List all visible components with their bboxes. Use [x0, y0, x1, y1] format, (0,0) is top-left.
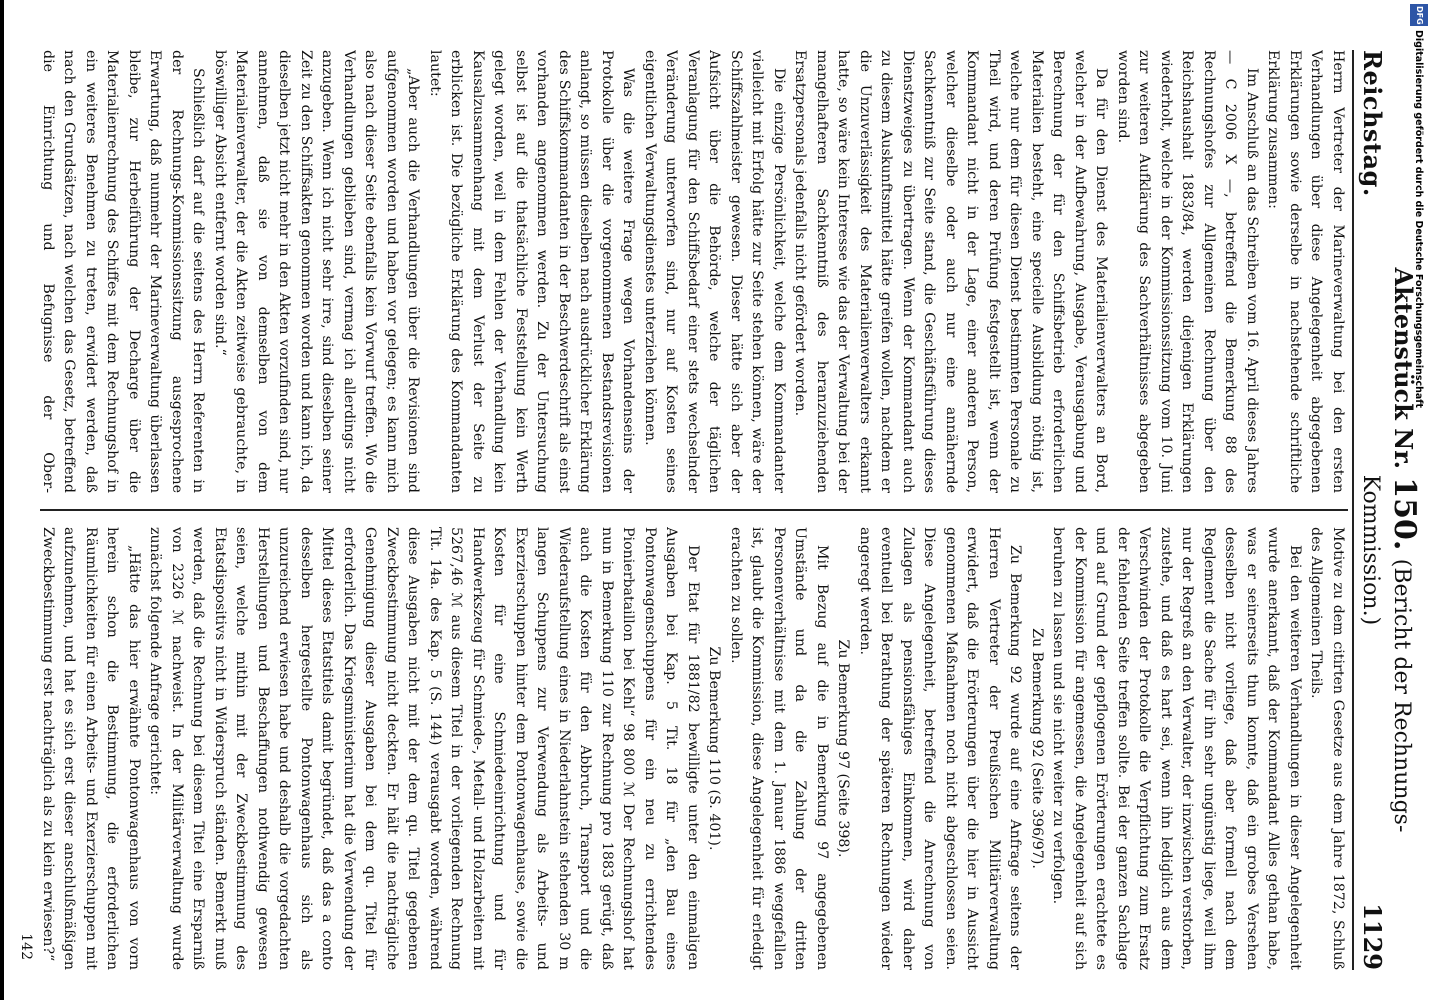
- credit-text: Digitalisierung gefördert durch die Deutsche Forschungsgemeinschaft: [1413, 30, 1424, 408]
- paragraph: Im Anschluß an das Schreiben vom 16. April dieses Jahres — C 2006 X —, betreffend die Bemerkung 88 des Rechnungshofes zur Allgemeinen Rechnung über den Reichshaushalt 1883/84, werden diejenigen Erklärungen wiederholt, welche in der Kommissionssitzung vom 10. Juni zur weiteren Aufklärung des Sachverhältnisses abgegeben worden sind.: [1115, 50, 1260, 493]
- page-number: 1129: [1358, 903, 1387, 970]
- left-column: [40, 50, 1348, 493]
- header-middle: Aktenstück Nr.: [1389, 267, 1418, 469]
- header-number: 150.: [1387, 477, 1422, 551]
- paragraph: Was die weitere Frage wegen Vorhandenseins der Protokolle über die vorgenommenen Bestandsrevisionen anlangt, so müssen dieselben nach ausdrücklicher Erklärung des Schiffskommandanten in der Beschwerdeschrift als einst vorhanden angenommen werden. Zu der Untersuchung selbst ist auf die thatsächliche Feststellung kein Werth gelegt worden, weil in dem Fehlen der Verhandlung kein Kausalzusammenhang mit dem Verlust der Seite zu erblicken ist. Die bezügliche Erklärung des Kommandanten lautet:: [427, 50, 637, 493]
- paragraph: Mit Bezug auf die in Bemerkung 97 angegebenen Umstände und da die Zahlung der dritten Personenverhältnisse mit dem 1. Januar 1886 weggefallen ist, glaubt die Kommission, diese Angelegenheit für erledigt erachten zu sollen.: [728, 527, 830, 970]
- section-heading: Zu Bemerkung 97 (Seite 398).: [835, 639, 852, 858]
- columns: [40, 50, 1348, 970]
- right-column: [40, 527, 1348, 970]
- paragraph: Motive zu dem citirten Gesetze aus dem Jahre 1872, Schluß des Allgemeinen Theils.: [1308, 527, 1346, 970]
- column-divider: [40, 509, 1348, 511]
- paragraph: Der Etat für 1881/82 bewilligte unter den einmaligen Ausgaben bei Kap. 5 Tit. 18 für „den Bau eines Pontonwagenschuppens für ein neu zu errichtendes Pionierbataillon bei Kehl“ 98 800 ℳ Der Rechnungshof hat nun in Bemerkung 110 zur Rechnung pro 1883 gerügt, daß auch die Kosten für den Abbruch, Transport und die Wiederaufstellung eines in Niederlahnstein stehenden 30 m langen Schuppens zur Verwendung als Arbeits- und Exerzierschuppen hinter dem Pontonwagenhause, sowie die Kosten für eine Schmiedeeinrichtung und für Handwerkszeug für Schmiede-, Metall- und Holzarbeiten mit 5267,46 ℳ aus diesem Titel in der vorliegenden Rechnung Tit. 14a. des Kap. 5 (S. 144) verausgabt worden, während diese Ausgaben nicht mit der dem qu. Titel gegebenen Zweckbestimmung nicht deckten. Er hält die nachträgliche Genehmigung dieser Ausgaben bei dem qu. Titel für erforderlich. Das Kriegsministerium hat die Verwendung der Mittel dieses Etatstitels damit begründet, daß das a conto desselben hergestellte Pontonwagenhaus sich als unzureichend erwiesen habe und deshalb die vorgedachten Herstellungen und Beschaffungen nothwendig gewesen seien, welche mithin mit der Zweckbestimmung des Etatsdispositivs nicht in Widerspruch ständen. Bemerkt muß werden, daß die Rechnung bei diesem Titel eine Ersparniß von 2326 ℳ nachweist. In der Militärverwaltung wurde zunächst folgende Anfrage gerichtet:: [147, 527, 701, 970]
- header-left: Reichstag.: [1358, 50, 1387, 197]
- paragraph: Schließlich darf auf die seitens des Herrn Referenten in der Rechnungs-Kommissionssitzung ausgesprochene Erwartung, daß nunmehr der Marineverwaltung überlassen bleibe, zur Herbeiführung der Decharge über die Materialienrechnung des Schiffes mit dem Rechnungshof in ein weiteres Benehmen zu treten, erwidert werden, daß nach den Grundsätzen, nach welchen das Gesetz, betreffend die Einrichtung und Befugnisse der Ober-: [40, 50, 207, 493]
- section-heading: Zu Bemerkung 110 (S. 401).: [706, 646, 723, 851]
- section-heading: Zu Bemerkung 92 (Seite 396/97).: [1029, 628, 1045, 869]
- paragraph: Zu Bemerkung 92 wurde auf eine Anfrage seitens der Herren Vertreter der Preußischen Militärverwaltung erwidert, daß die Erörterungen über die hier in Aussicht genommenen Maßnahmen noch nicht abgeschlossen seien. Diese Angelegenheit, betreffend die Anrechnung von Zulagen als pensionsfähiges Einkommen, wird daher eventuell bei Berathung der späteren Rechnungen wieder angeregt werden.: [857, 527, 1024, 970]
- paragraph: „Aber auch die Verhandlungen über die Revisionen sind aufgenommen worden und haben vor gelegen; es kann mich also nach dieser Seite ebenfalls kein Vorwurf treffen. Wo die Verhandlungen geblieben sind, vermag ich allerdings nicht anzugeben. Wenn ich nicht sehr irre, sind dieselben seiner Zeit zu den Schiffsakten genommen worden und kann ich, da dieselben jetzt nicht mehr in den Akten vorzufinden sind, nur annehmen, daß sie von demselben von dem Materialienverwalter, der die Akten zeitweise gebrauchte, in böswilliger Absicht entfernt worden sind.“: [212, 50, 422, 493]
- dfg-logo: DFG: [1410, 4, 1428, 26]
- header-subtitle: (Bericht der Rechnungs-Kommission.): [1358, 474, 1414, 833]
- signature-mark: 142: [18, 933, 34, 960]
- digitization-credit: [1408, 30, 1428, 910]
- paragraph: Herrn Vertreter der Marineverwaltung bei den ersten Verhandlungen über diese Angelegenheit abgegebenen Erklärungen sowie derselbe in nachstehende schriftliche Erklärung zusammen:: [1265, 50, 1346, 493]
- paragraph: Die einzige Persönlichkeit, welche dem Kommandanter vielleicht mit Erfolg hätte zur Seite stehen können, wäre der Schiffszahlmeister gewesen. Dieser hätte sich aber der Aufsicht über die Behörde, welche der täglichen Veranlagung für den Schiffsbedarf einer stets wechselnder Veränderung unterworfen sind, nur auf Kosten seines eigentlichen Verwaltungsdienstes unterziehen können.: [642, 50, 787, 493]
- paragraph: Da für den Dienst des Materialienverwalters an Bord, welcher in der Aufbewahrung, Ausgabe, Verausgabung und Berechnung der für den Schiffsbetrieb erforderlichen Materialien besteht, eine specielle Ausbildung nöthig ist, welche nur dem für diesen Dienst bestimmten Personale zu Theil wird, und deren Prüfung festgestellt ist, wenn der Kommandant nicht in der Lage, einer anderen Person, welcher dieselbe oder auch nur eine annähernde Sachkenntniß zur Seite stand, die Geschäftsführung dieses Dienstzweiges zu übertragen. Wenn der Kommandant auch zu diesem Auskunftsmittel hätte greifen wollen, nachdem er die Unzuverlässigkeit des Materialienverwalters erkannt hatte, so wäre kein Interesse wie das der Verwaltung bei der mangelhafteren Sachkenntniß des heranzuziehenden Ersatzpersonals jedenfalls nicht gefördert worden.: [792, 50, 1110, 493]
- paragraph: Bei den weiteren Verhandlungen in dieser Angelegenheit wurde anerkannt, daß der Kommandant Alles gethan habe, was er seinerseits thun konnte, daß ein grobes Versehen desselben nicht vorliege, daß aber formell nach dem Reglement die Sache für ihn sehr ungünstig liege, weil ihm nur der Regreß an den Verwalter, der inzwischen verstorben, zustehe, und daß es hart sei, wenn ihn lediglich aus dem Verschwinden der Protokolle die Verpflichtung zum Ersatz der fehlenden Seite treffen sollte. Bei der ganzen Sachlage und auf Grund der gepflogenen Erörterungen erachtete es der Kommission für angemessen, die Angelegenheit auf sich beruhen zu lassen und sie nicht weiter zu verfolgen.: [1050, 527, 1303, 970]
- quote-paragraph: „Hätte das hier erwähnte Pontonwagenhaus von vorn herein schon die Bestimmung, die erforderlichen Räumlichkeiten für einen Arbeits- und Exerzierschuppen mit aufzunehmen, und hat es sich erst dieser anschlußmäßigen Zweckbestimmung erst nachträglich als zu klein erwiesen?“: [40, 527, 142, 970]
